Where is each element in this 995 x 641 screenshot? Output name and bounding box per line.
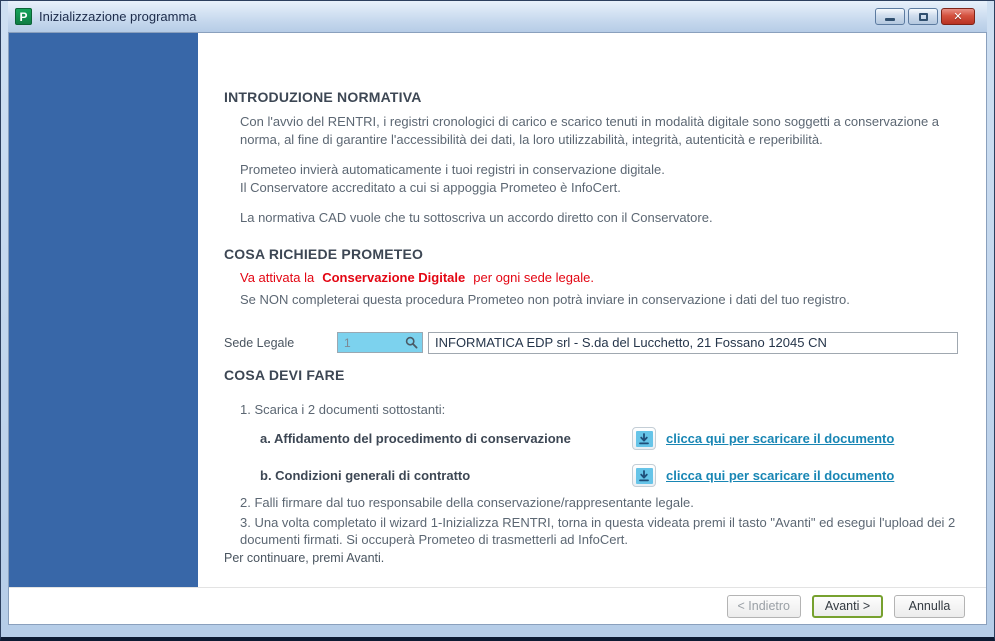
minimize-icon: [885, 18, 895, 21]
document-row-a: [260, 427, 958, 450]
download-icon: [636, 468, 653, 484]
sede-legale-row: [224, 332, 958, 354]
close-icon: ✕: [953, 11, 963, 23]
step-3: 3. Una volta completato il wizard 1-Inizializza RENTRI, torna in questa videata premi il tasto "Avanti" ed esegui l'upload dei 2 documenti firmati. Si occuperà Prometeo di trasmetterli ad InfoCert.: [240, 514, 956, 548]
intro-paragraph-2-line1: Prometeo invierà automaticamente i tuoi registri in conservazione digitale.: [240, 162, 665, 178]
search-icon[interactable]: [405, 336, 418, 349]
cancel-button[interactable]: Annulla: [894, 595, 965, 618]
step-1: 1. Scarica i 2 documenti sottostanti:: [240, 401, 446, 417]
section-heading-cosa-devi-fare: COSA DEVI FARE: [224, 367, 345, 384]
warning-text-bold: Conservazione Digitale: [322, 270, 466, 286]
minimize-button[interactable]: [875, 8, 905, 25]
warning-text-pre: Va attivata la: [240, 270, 315, 286]
download-document-b-link[interactable]: clicca qui per scaricare il documento: [666, 468, 895, 484]
back-button[interactable]: < Indietro: [727, 595, 801, 618]
title-bar: [8, 1, 987, 32]
intro-paragraph-3: La normativa CAD vuole che tu sottoscriva un accordo diretto con il Conservatore.: [240, 210, 713, 226]
continue-hint: Per continuare, premi Avanti.: [224, 551, 385, 565]
intro-paragraph-1: Con l'avvio del RENTRI, i registri cronologici di carico e scarico tenuti in modalità digitale sono soggetti a conservazione a norma, al fine di garantire l'accessibilità dei dati, la loro utilizzabilità, integrità, autenticità e reperibilità.: [240, 114, 940, 147]
document-b-label: b. Condizioni generali di contratto: [260, 468, 471, 484]
document-row-b: [260, 464, 958, 487]
window-title: Inizializzazione programma: [39, 9, 197, 24]
section-heading-introduzione: INTRODUZIONE NORMATIVA: [224, 89, 422, 105]
download-document-a-link[interactable]: clicca qui per scaricare il documento: [666, 431, 895, 447]
activation-warning: [240, 270, 958, 285]
window-body: [8, 32, 987, 625]
maximize-button[interactable]: [908, 8, 938, 25]
sede-legale-label: Sede Legale: [224, 335, 295, 350]
main-content: [198, 33, 986, 587]
next-button[interactable]: Avanti >: [812, 595, 883, 618]
procedure-note: Se NON completerai questa procedura Prometeo non potrà inviare in conservazione i dati del tuo registro.: [240, 292, 850, 308]
download-document-b-button[interactable]: [632, 464, 656, 487]
sede-address-field[interactable]: [428, 332, 958, 354]
maximize-icon: [919, 13, 928, 21]
document-a-label: a. Affidamento del procedimento di conservazione: [260, 431, 571, 447]
warning-text-post: per ogni sede legale.: [473, 270, 594, 286]
wizard-sidebar: [9, 33, 198, 587]
download-icon: [636, 431, 653, 447]
section-heading-cosa-richiede: COSA RICHIEDE PROMETEO: [224, 246, 424, 263]
close-button[interactable]: [941, 8, 975, 25]
button-bar: [9, 587, 986, 624]
sede-code-input[interactable]: [344, 336, 405, 350]
download-document-a-button[interactable]: [632, 427, 656, 450]
prometeo-app-icon: P: [15, 8, 32, 25]
window-controls: [875, 8, 983, 25]
step-2: 2. Falli firmare dal tuo responsabile della conservazione/rappresentante legale.: [240, 495, 694, 511]
intro-paragraph-2-line2: Il Conservatore accreditato a cui si appoggia Prometeo è InfoCert.: [240, 179, 621, 195]
sede-code-field[interactable]: [337, 332, 423, 353]
